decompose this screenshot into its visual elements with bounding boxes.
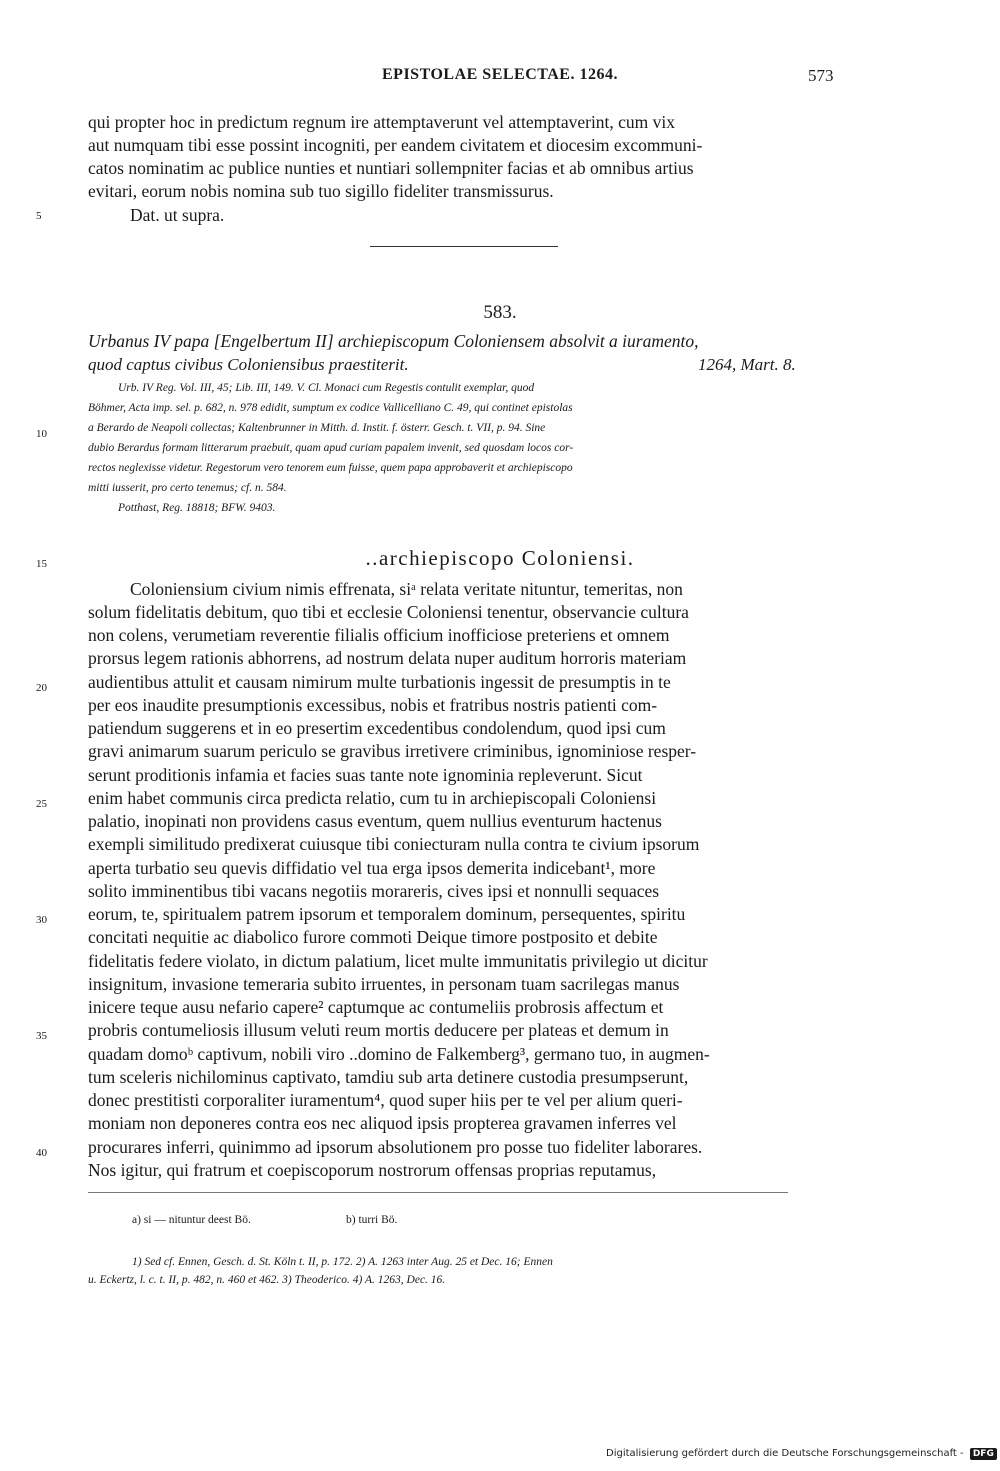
body-line: palatio, inopinati non providens casus eventum, quem nullius eventurum hactenus bbox=[88, 811, 662, 831]
line-number: 40 bbox=[36, 1147, 47, 1159]
body-line: donec prestitisti corporaliter iuramentum⁴, quod super hiis per te vel per alium queri- bbox=[88, 1090, 683, 1110]
running-title: EPISTOLAE SELECTAE. 1264. bbox=[382, 66, 618, 83]
body-line: audientibus attulit et causam nimirum multe turbationis ingessit de presumptis in te bbox=[88, 672, 671, 692]
body-line: moniam non deponeres contra eos nec aliquod ipsis propterea gravamen inferres vel bbox=[88, 1113, 677, 1133]
body-line: gravi animarum suarum periculo se gravibus irretivere criminibus, ignominiose resper- bbox=[88, 741, 697, 761]
body-line: prorsus legem rationis abhorrens, ad nostrum delata nuper auditum horroris materiam bbox=[88, 648, 687, 668]
source-note-line: Böhmer, Acta imp. sel. p. 682, n. 978 edidit, sumptum ex codice Vallicelliano C. 49, qui continet epistolas bbox=[88, 402, 573, 414]
continuation-line: qui propter hoc in predictum regnum ire attemptaverunt vel attemptaverint, cum vix bbox=[88, 112, 676, 132]
body-line: non colens, verumetiam reverentie filialis officium inofficiose preteriens et omnem bbox=[88, 625, 670, 645]
body-line: quadam domoᵇ captivum, nobili viro ..domino de Falkemberg³, germano tuo, in augmen- bbox=[88, 1044, 710, 1064]
footnote-line: 1) Sed cf. Ennen, Gesch. d. St. Köln t. II, p. 172. 2) A. 1263 inter Aug. 25 et Dec. 16; Ennen bbox=[132, 1256, 553, 1268]
body-line: Nos igitur, qui fratrum et coepiscoporum nostrorum offensas proprias reputamus, bbox=[88, 1160, 657, 1180]
apparatus-note-a: a) si — nituntur deest Bö. bbox=[132, 1214, 251, 1226]
body-line: probris contumeliosis illusum veluti reum mortis deducere per plateas et demum in bbox=[88, 1020, 669, 1040]
continuation-line: catos nominatim ac publice nunties et nuntiari sollempniter facias et ab omnibus artius bbox=[88, 158, 694, 178]
section-divider bbox=[370, 246, 558, 247]
continuation-line: aut numquam tibi esse possint incogniti, per eandem civitatem et diocesim excommuni- bbox=[88, 135, 703, 155]
line-number: 20 bbox=[36, 682, 47, 694]
line-number: 30 bbox=[36, 914, 47, 926]
footer-text: Digitalisierung gefördert durch die Deutsche Forschungsgemeinschaft - bbox=[606, 1448, 964, 1459]
body-line: insignitum, invasione temeraria subito irruentes, in personam tuam sacrilegas manus bbox=[88, 974, 680, 994]
source-note-line: rectos neglexisse videtur. Regestorum vero tenorem eum fuisse, quem papa approbaverit et archiepiscopo bbox=[88, 462, 573, 474]
source-note-line: Urb. IV Reg. Vol. III, 45; Lib. III, 149. V. Cl. Monaci cum Regestis contulit exemplar, quod bbox=[118, 382, 535, 394]
summary-line-2: quod captus civibus Coloniensibus praestiterit. bbox=[88, 355, 409, 374]
body-line: inicere teque ausu nefario capere² captumque ac contumeliis probrosis affectum et bbox=[88, 997, 664, 1017]
dfg-logo: DFG bbox=[970, 1448, 997, 1460]
source-note-line: Potthast, Reg. 18818; BFW. 9403. bbox=[118, 502, 276, 514]
dating-clause: Dat. ut supra. bbox=[130, 205, 225, 225]
letter-number: 583. bbox=[483, 302, 517, 323]
line-number: 25 bbox=[36, 798, 47, 810]
body-line: solito imminentibus tibi vacans negotiis morareris, cives ipsi et nonnulli sequaces bbox=[88, 881, 660, 901]
body-line: patiendum suggerens et in eo presertim excedentibus condolendum, quod ipsi cum bbox=[88, 718, 666, 738]
body-line: eorum, te, spiritualem patrem ipsorum et temporalem dominum, persequentes, spiritu bbox=[88, 904, 686, 924]
source-note-line: a Berardo de Neapoli collectas; Kaltenbrunner in Mitth. d. Instit. f. österr. Gesch. t. VII, p. 94. Sine bbox=[88, 422, 546, 434]
line-number: 35 bbox=[36, 1030, 47, 1042]
letter-summary bbox=[88, 330, 848, 352]
body-line: procurares inferri, quinimmo ad ipsorum absolutionem pro posse tuo fideliter laborares. bbox=[88, 1137, 703, 1157]
letter-summary-2 bbox=[88, 354, 848, 376]
source-note-line: mitti iusserit, pro certo tenemus; cf. n. 584. bbox=[88, 482, 287, 494]
body-line: tum sceleris nichilominus captivato, tamdiu sub arta detinere custodia presumpserunt, bbox=[88, 1067, 689, 1087]
page-number: 573 bbox=[808, 66, 834, 85]
line-number: 10 bbox=[36, 428, 47, 440]
source-note-line: dubio Berardus formam litterarum praebuit, quam apud curiam papalem invenit, sed quosdam locos cor- bbox=[88, 442, 574, 454]
body-line: Coloniensium civium nimis effrenata, siᵃ relata veritate nituntur, temeritas, non bbox=[130, 579, 683, 599]
line-number: 15 bbox=[36, 558, 47, 570]
letter-date: 1264, Mart. 8. bbox=[698, 355, 796, 374]
body-line: serunt proditionis infamia et facies suas tante note ignominia repleverunt. Sicut bbox=[88, 765, 643, 785]
letter-addressee: ..archiepiscopo Coloniensi. bbox=[365, 546, 635, 570]
digitization-credit bbox=[606, 1448, 997, 1460]
apparatus-note-b: b) turri Bö. bbox=[346, 1214, 398, 1226]
body-line: exempli similitudo predixerat cuiusque tibi coniecturam nulla contra te civium ipsorum bbox=[88, 834, 700, 854]
footnote-line: u. Eckertz, l. c. t. II, p. 482, n. 460 et 462. 3) Theoderico. 4) A. 1263, Dec. 16. bbox=[88, 1274, 446, 1286]
body-line: fidelitatis federe violato, in dictum palatium, licet multe immunitatis privilegio ut dicitur bbox=[88, 951, 708, 971]
body-line: enim habet communis circa predicta relatio, cum tu in archiepiscopali Coloniensi bbox=[88, 788, 657, 808]
continuation-line: evitari, eorum nobis nomina sub tuo sigillo fideliter transmissurus. bbox=[88, 181, 554, 201]
body-line: concitati nequitie ac diabolico furore commoti Deique timore postposito et debite bbox=[88, 927, 658, 947]
line-number: 5 bbox=[36, 210, 42, 222]
body-line: aperta turbatio seu quevis diffidatio vel tua erga ipsos demerita indicebant¹, more bbox=[88, 858, 656, 878]
body-line: solum fidelitatis debitum, quo tibi et ecclesie Coloniensi tenentur, observancie cultura bbox=[88, 602, 689, 622]
apparatus-divider bbox=[88, 1192, 788, 1193]
summary-line-1: Urbanus IV papa [Engelbertum II] archiepiscopum Coloniensem absolvit a iuramento, bbox=[88, 331, 699, 351]
body-line: per eos inaudite presumptionis excessibus, nobis et fratribus nostris patienti com- bbox=[88, 695, 658, 715]
